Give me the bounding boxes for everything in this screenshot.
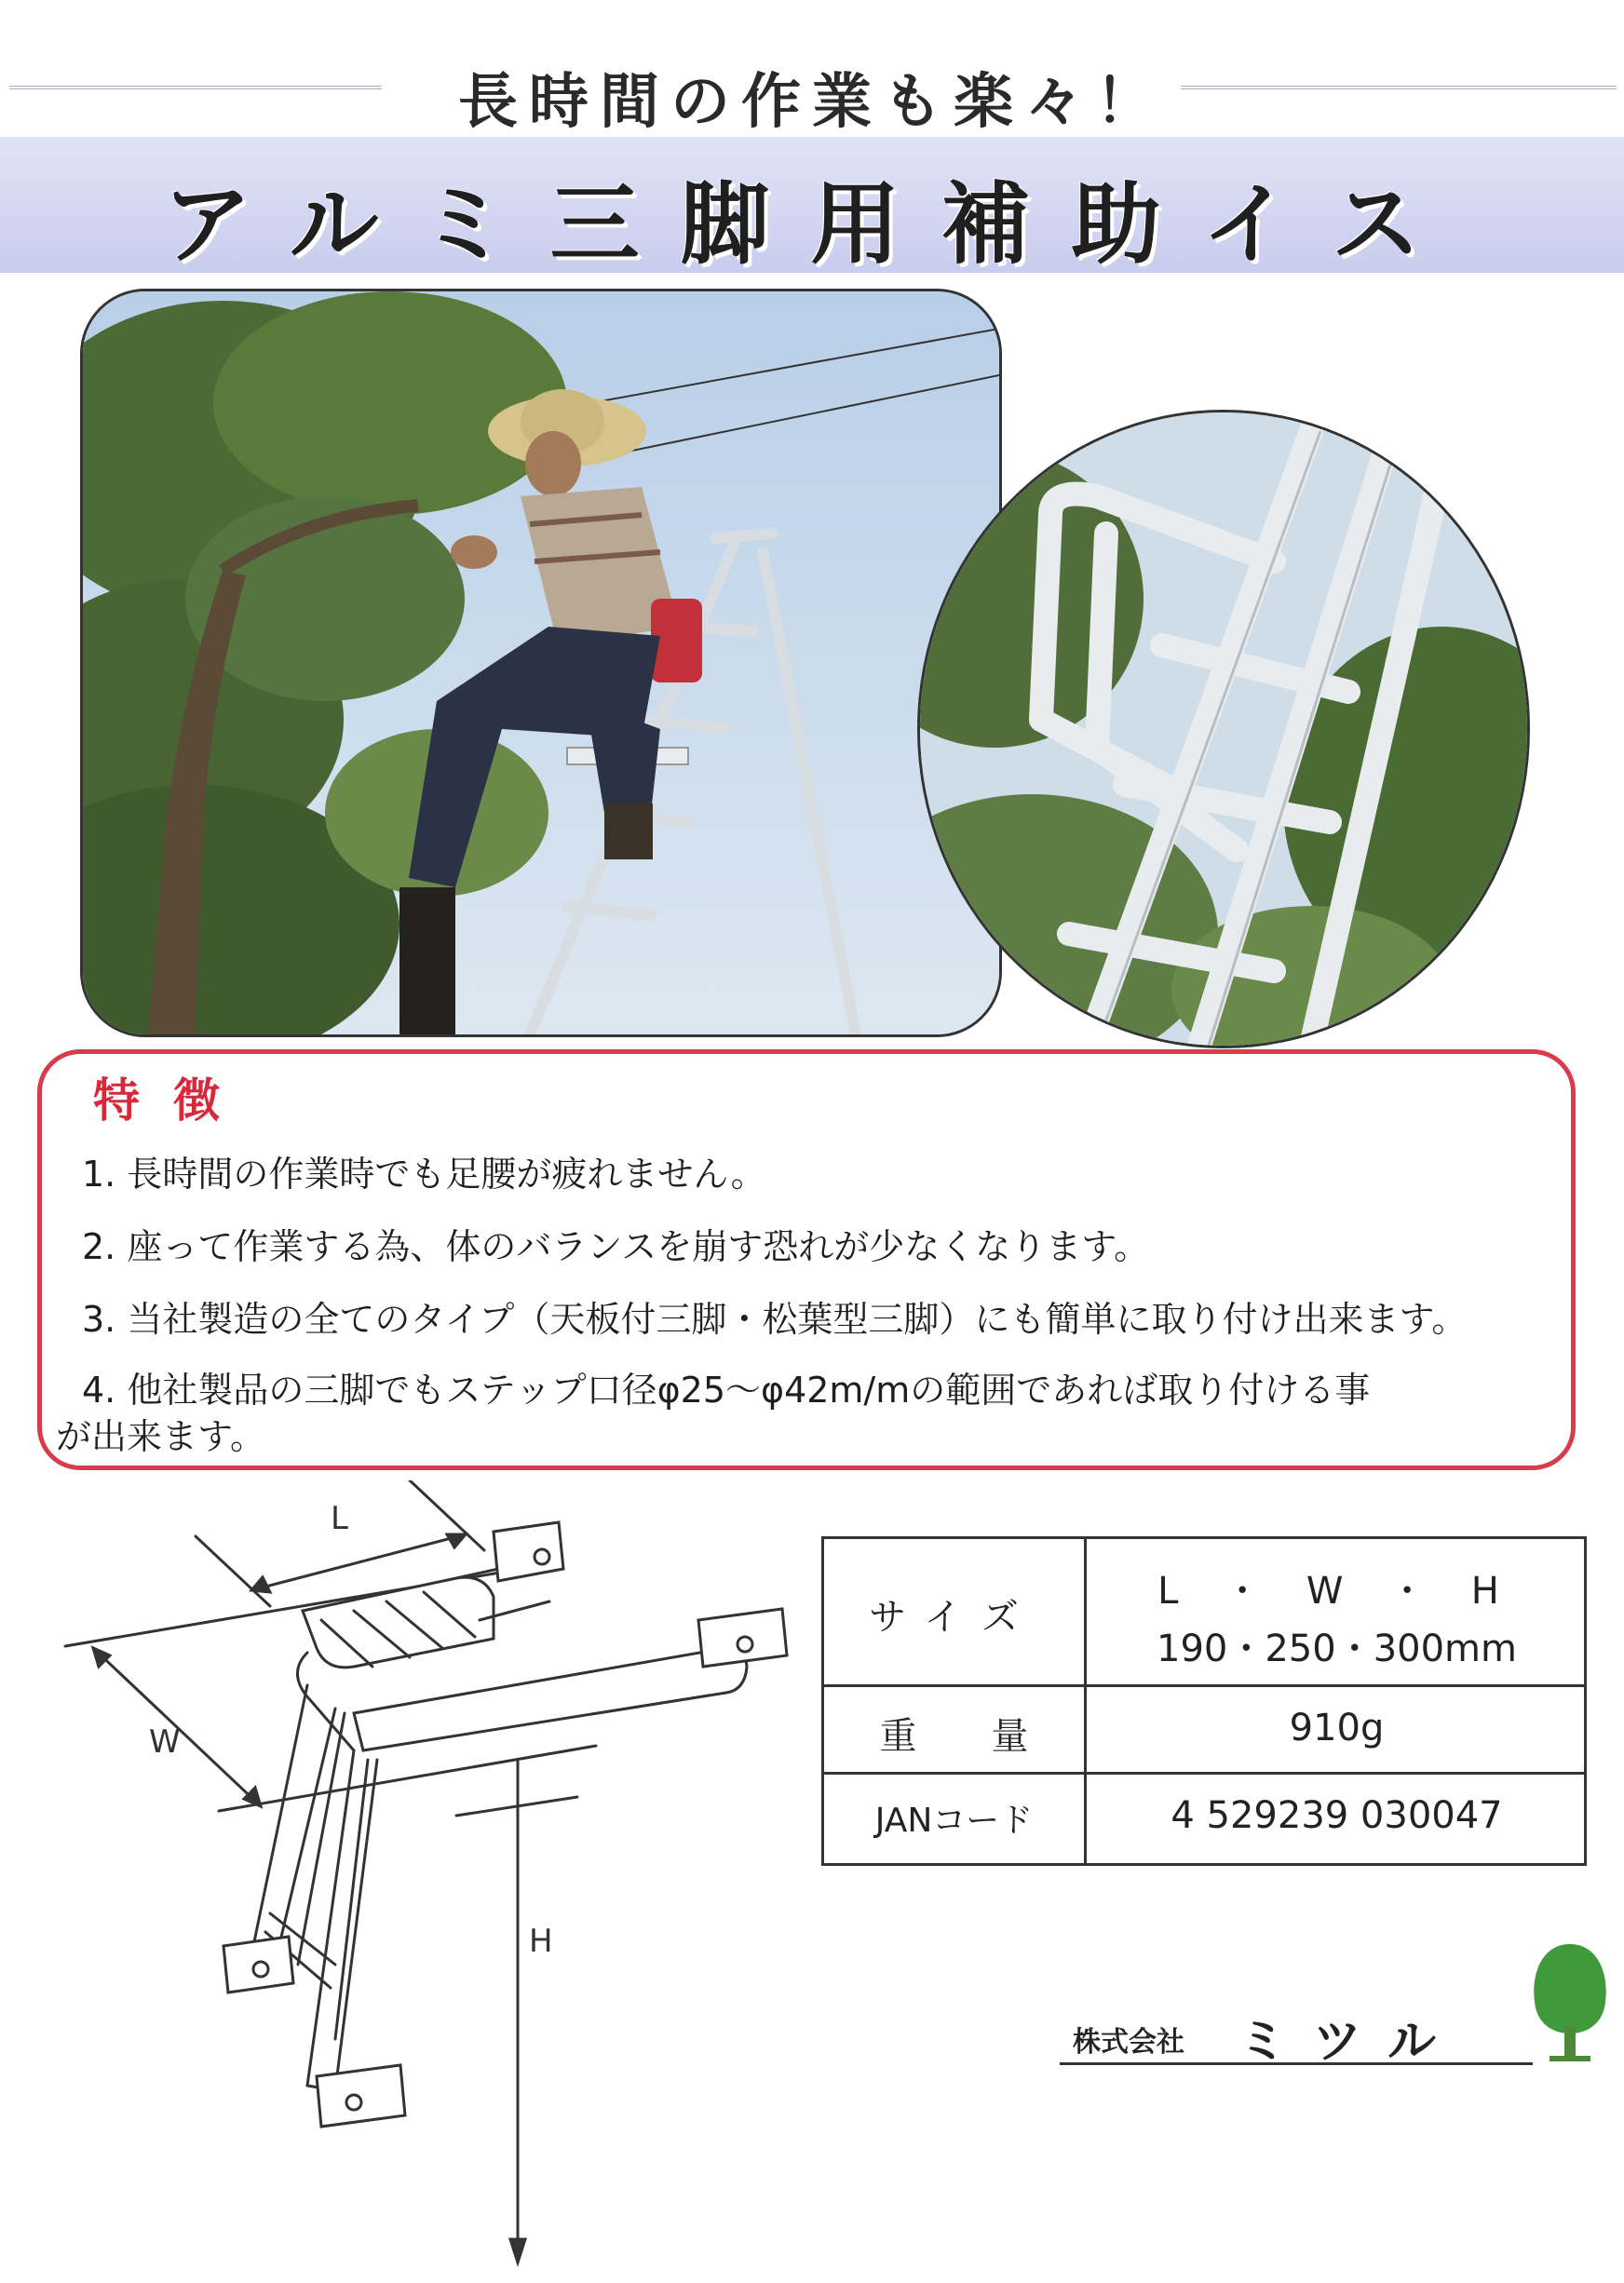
feature-item-4-continued: が出来ます。	[56, 1416, 265, 1457]
spec-row-divider-1	[824, 1684, 1584, 1687]
worker-on-tripod-photo	[80, 289, 1002, 1037]
features-heading: 特徴	[93, 1074, 253, 1128]
page-title: アルミ三脚用補助イス	[162, 172, 1462, 277]
feature-item-1: 1. 長時間の作業時でも足腰が疲れません。	[82, 1154, 766, 1195]
spec-row-divider-2	[824, 1772, 1584, 1775]
weight-label: 重 量	[879, 1715, 1029, 1758]
feature-item-2: 2. 座って作業する為、体のバランスを崩す恐れが少なくなります。	[82, 1226, 1150, 1267]
company-underline	[1060, 2062, 1533, 2065]
dimension-label-l: L	[331, 1500, 348, 1537]
company-type: 株式会社	[1073, 2026, 1184, 2059]
weight-value: 910g	[1289, 1707, 1385, 1749]
seat-dimension-diagram	[56, 1480, 819, 2279]
size-label: サイズ	[869, 1596, 1039, 1639]
jan-label: JANコード	[874, 1802, 1034, 1840]
seat-closeup-photo	[917, 410, 1530, 1048]
size-value: 190・250・300mm	[1157, 1628, 1517, 1670]
page-subtitle: 長時間の作業も楽々！	[458, 68, 1166, 137]
spec-table	[821, 1536, 1587, 1866]
dimension-label-w: W	[149, 1723, 181, 1761]
company-name: ミツル	[1238, 2014, 1463, 2070]
feature-item-3: 3. 当社製造の全てのタイプ（天板付三脚・松葉型三脚）にも簡単に取り付け出来ます。	[82, 1299, 1468, 1340]
jan-value: 4 529239 030047	[1171, 1794, 1503, 1837]
size-dims: L ・ W ・ H	[1157, 1570, 1516, 1613]
feature-item-4: 4. 他社製品の三脚でもステップ口径φ25～φ42m/mの範囲であれば取り付ける事	[82, 1370, 1371, 1411]
dimension-label-h: H	[529, 1923, 553, 1960]
tree-logo-icon	[1523, 1937, 1617, 2067]
